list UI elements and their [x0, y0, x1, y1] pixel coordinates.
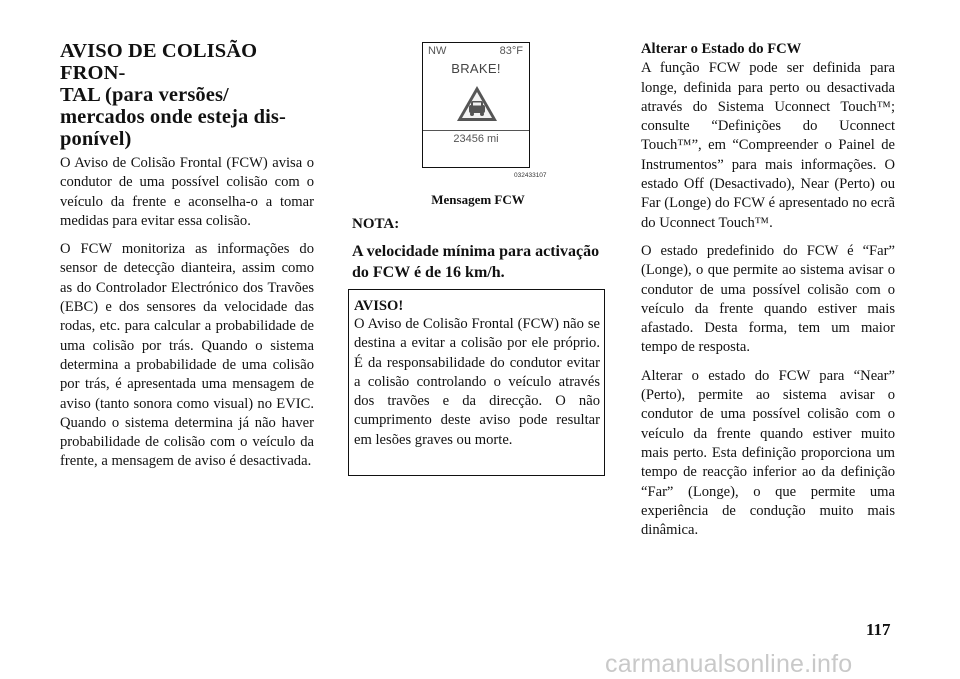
note-text: A velocidade mínima para activação do FCW é de 16 km/h. — [352, 243, 600, 281]
compass-readout: NW — [428, 45, 447, 57]
fcw-near-paragraph: Alterar o estado do FCW para “Near” (Perto), permite ao sistema avisar o condutor de uma possível colisão com o veículo da frente quando estiver muito mais perto. Esta definição proporciona um tempo de reacção inferior ao da definição “Far” (Longe), o que permite uma experiência de condução muito mais dinâmica. — [641, 367, 895, 539]
left-column — [60, 40, 314, 481]
fcw-state-subhead: Alterar o Estado do FCW — [641, 41, 802, 57]
section-title-line: AVISO DE COLISÃO FRON- — [60, 40, 258, 84]
note-label: NOTA: — [352, 216, 400, 232]
warning-text: O Aviso de Colisão Frontal (FCW) não se destina a evitar a colisão por ele próprio. É da responsabilidade do condutor evitar a colisão controlando o veículo através dos travões e da direcção. O não cumprimento deste aviso pode resultar em lesões graves ou morte. — [354, 316, 600, 448]
section-title-line: TAL (para versões/ — [60, 84, 229, 106]
section-title-line: ponível) — [60, 128, 132, 150]
fcw-settings-paragraph: A função FCW pode ser definida para longe, definida para perto ou desactivada através do Sistema Uconnect Touch™; consulte “Definições do Uconnect Touch™”, em “Compreender o Painel de Instrumentos” para mais informações. O estado Off (Desactivado), Near (Perto) ou Far (Longe) do FCW é apresentado no ecrã do Uconnect Touch™. — [641, 60, 895, 231]
warning-box — [348, 289, 605, 476]
monitoring-paragraph: O FCW monitoriza as informações do sensor de detecção dianteira, assim como as do Controlador Electrónico dos Travões (EBC) e dos sensores da velocidade das rodas, etc. para calcular a probabilidade de uma colisão por trás. Quando o sistema determina a probabilidade de uma colisão por trás, é apresentada uma mensagem de aviso (tanto sonora como visual) no EVIC. Quando o sistema determina já não haver probabilidade de colisão com o veículo da frente, a mensagem de aviso é desactivada. — [60, 241, 314, 470]
watermark: carmanualsonline.info — [605, 650, 853, 678]
evic-display-figure — [422, 42, 530, 168]
page-number: 117 — [866, 620, 891, 639]
fcw-default-paragraph: O estado predefinido do FCW é “Far” (Longe), o que permite ao sistema avisar o condutor de uma possível colisão com o veículo da frente quando estiver mais afastado. Desta forma, tem um maior tempo de resposta. — [641, 242, 895, 356]
odometer-readout: 23456 mi — [453, 133, 499, 145]
evic-divider — [423, 130, 529, 131]
warning-title: AVISO! — [354, 298, 404, 314]
figure-code: 032433107 — [514, 172, 547, 179]
section-title-line: mercados onde esteja dis- — [60, 106, 286, 128]
section-title — [60, 40, 314, 150]
evic-top-row — [423, 43, 529, 57]
intro-paragraph: O Aviso de Colisão Frontal (FCW) avisa o condutor de uma possível colisão com o veículo da frente e aconselha-o a tomar medidas para evitar essa colisão. — [60, 155, 314, 229]
brake-message: BRAKE! — [451, 61, 501, 76]
figure-caption: Mensagem FCW — [431, 192, 525, 207]
collision-warning-icon — [456, 85, 498, 123]
right-column — [641, 40, 895, 549]
temperature-readout: 83°F — [499, 45, 523, 57]
